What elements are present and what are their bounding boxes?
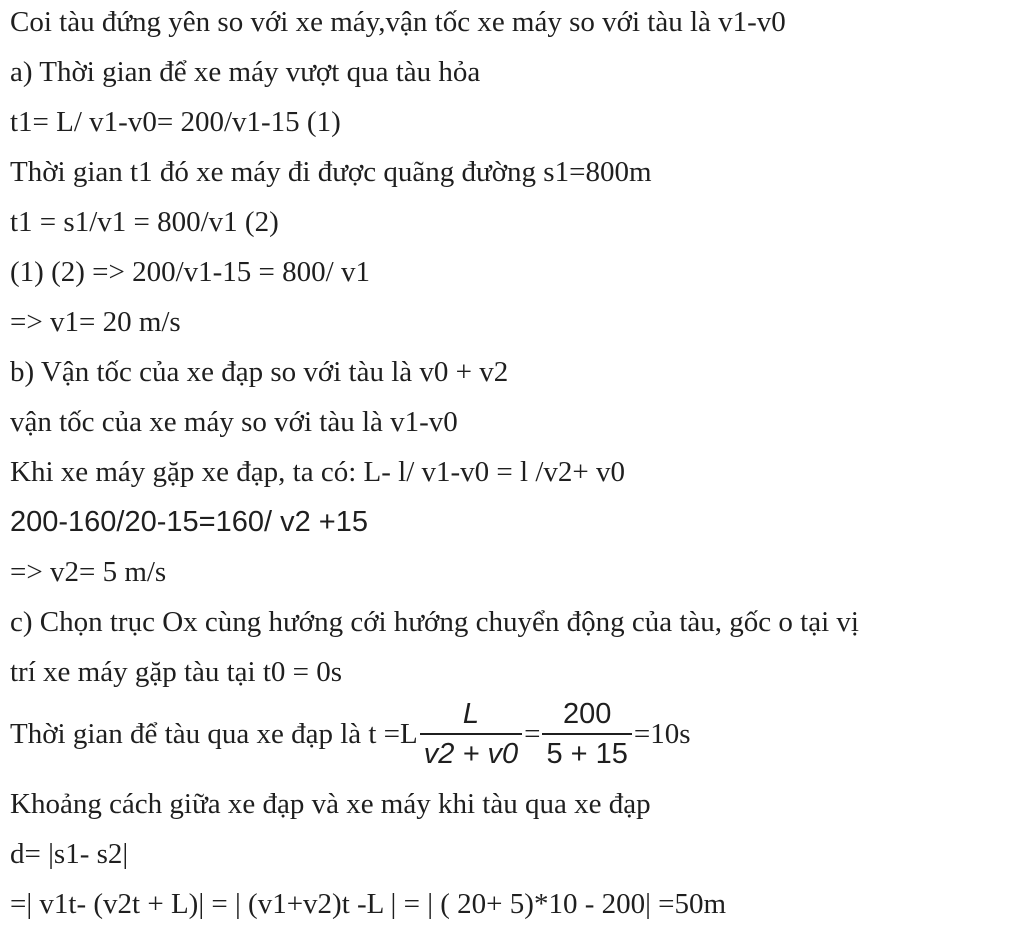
text-line: Khoảng cách giữa xe đạp và xe máy khi tàu qua xe đạp — [10, 788, 651, 820]
text-line: => v1= 20 m/s — [10, 306, 181, 338]
fraction-200-over-5-15 — [542, 697, 631, 771]
text-line: a) Thời gian để xe máy vượt qua tàu hỏa — [10, 56, 481, 88]
text-line: 200-160/20-15=160/ v2 +15 — [10, 506, 368, 538]
text-line: vận tốc của xe máy so với tàu là v1-v0 — [10, 406, 458, 438]
text-line: Coi tàu đứng yên so với xe máy,vận tốc xe máy so với tàu là v1-v0 — [10, 6, 786, 38]
text-line: d= |s1- s2| — [10, 838, 129, 870]
text-line: (1) (2) => 200/v1-15 = 800/ v1 — [10, 256, 370, 288]
text-line: t1= L/ v1-v0= 200/v1-15 (1) — [10, 106, 341, 138]
text-line: => v2= 5 m/s — [10, 556, 167, 588]
fraction-bar — [420, 733, 522, 735]
fraction-denominator: 5 + 15 — [546, 738, 628, 770]
text-line: trí xe máy gặp tàu tại t0 = 0s — [10, 656, 343, 688]
equals-sign: = — [524, 717, 541, 750]
text-line: Khi xe máy gặp xe đạp, ta có: L- l/ v1-v0 = l /v2+ v0 — [10, 456, 625, 488]
formula-line — [10, 692, 691, 776]
text-line: c) Chọn trục Ox cùng hướng cới hướng chuyển động của tàu, gốc o tại vị — [10, 606, 859, 638]
formula-result: =10s — [633, 717, 691, 750]
fraction-denominator: v2 + v0 — [423, 738, 519, 770]
text-line: Thời gian t1 đó xe máy đi được quãng đường s1=800m — [10, 156, 652, 188]
fraction-numerator: L — [462, 698, 479, 730]
fraction-numerator: 200 — [562, 698, 612, 730]
text-line: t1 = s1/v1 = 800/v1 (2) — [10, 206, 279, 238]
formula-prefix: Thời gian để tàu qua xe đạp là t =L — [10, 717, 418, 750]
text-line: =| v1t- (v2t + L)| = | (v1+v2)t -L | = | ( 20+ 5)*10 - 200| =50m — [10, 888, 727, 920]
fraction-bar — [542, 733, 631, 735]
text-line: b) Vận tốc của xe đạp so với tàu là v0 + v2 — [10, 356, 509, 388]
fraction-l-over-v2-v0 — [420, 697, 522, 771]
